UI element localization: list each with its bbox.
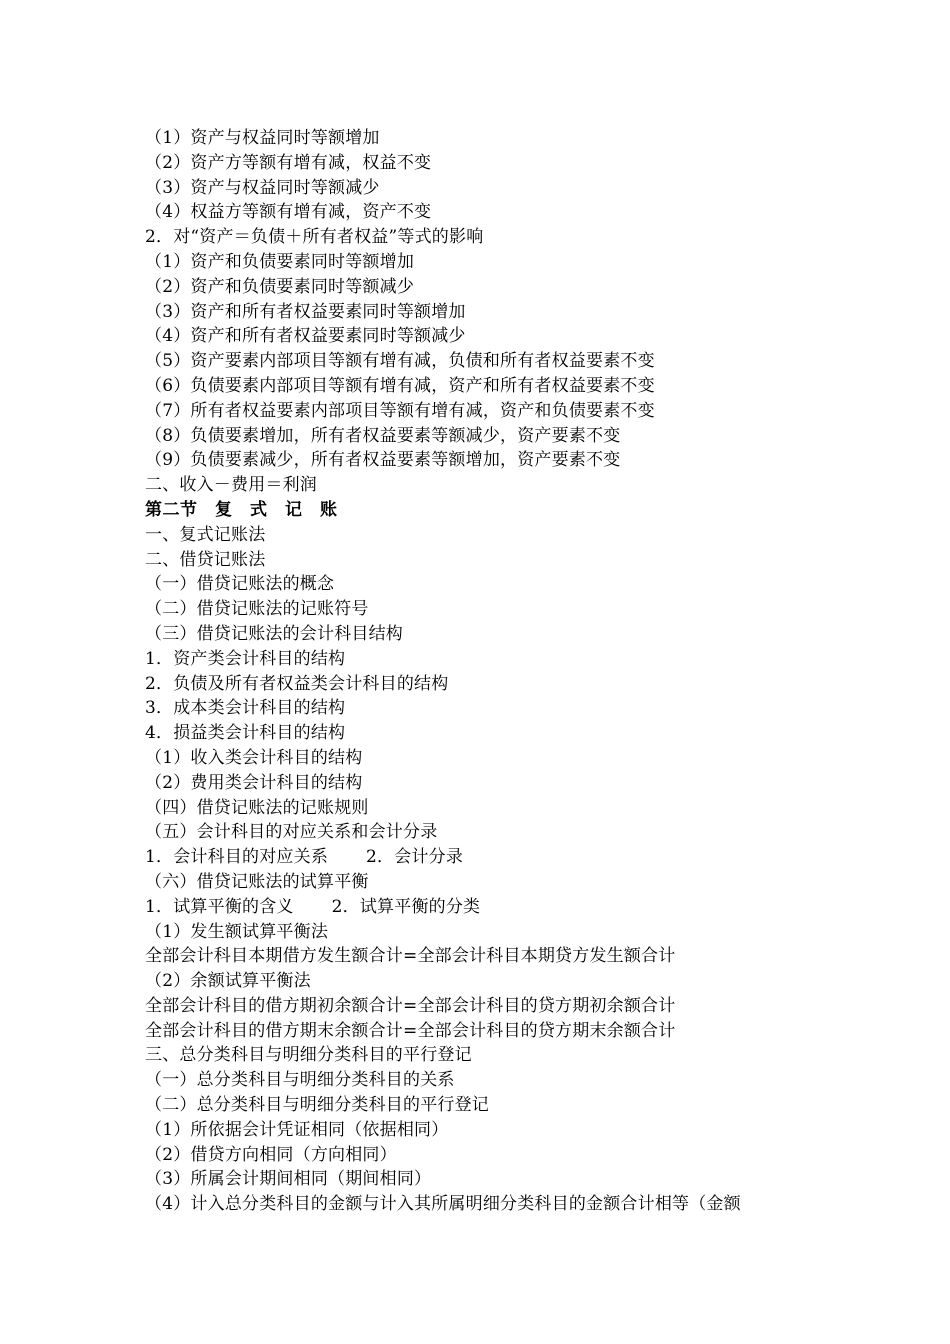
text-line: （4）资产和所有者权益要素同时等额减少 [145,326,466,347]
text-line: （2）借贷方向相同（方向相同） [145,1144,397,1165]
text-line-part: 1．试算平衡的含义 [145,896,294,917]
text-line: （一）借贷记账法的概念 [145,574,335,595]
text-line: （3）资产和所有者权益要素同时等额增加 [145,301,466,322]
text-line: 一、复式记账法 [145,524,266,545]
text-line: （五）会计科目的对应关系和会计分录 [145,822,438,843]
text-line: 全部会计科目的借方期末余额合计=全部会计科目的贷方期末余额合计 [145,1020,676,1041]
text-line: 3．成本类会计科目的结构 [145,698,346,719]
text-line: （2）余额试算平衡法 [145,971,311,992]
text-line: （8）负债要素增加，所有者权益要素等额减少，资产要素不变 [145,425,621,446]
text-line: 二、收入－费用＝利润 [145,475,317,496]
text-line: 2．对“资产＝负债＋所有者权益”等式的影响 [145,227,484,248]
text-line: （7）所有者权益要素内部项目等额有增有减，资产和负债要素不变 [145,400,655,421]
text-line: （1）发生额试算平衡法 [145,921,329,942]
text-line: （四）借贷记账法的记账规则 [145,797,369,818]
text-line: （1）收入类会计科目的结构 [145,747,363,768]
text-line: （4）计入总分类科目的金额与计入其所属明细分类科目的金额合计相等（金额 [145,1194,741,1215]
text-line: （2）资产和负债要素同时等额减少 [145,276,415,297]
text-line: （1）所依据会计凭证相同（依据相同） [145,1119,449,1140]
document-body [145,126,825,1217]
text-line-part: 1．会计科目的对应关系 [145,847,329,868]
text-line: 三、总分类科目与明细分类科目的平行登记 [145,1045,472,1066]
text-line: （三）借贷记账法的会计科目结构 [145,623,403,644]
text-line: （5）资产要素内部项目等额有增有减，负债和所有者权益要素不变 [145,351,655,372]
text-line: 全部会计科目的借方期初余额合计=全部会计科目的贷方期初余额合计 [145,995,676,1016]
text-line: 二、借贷记账法 [145,549,266,570]
text-line: （3）资产与权益同时等额减少 [145,177,380,198]
text-line: （一）总分类科目与明细分类科目的关系 [145,1070,455,1091]
text-line: （二）借贷记账法的记账符号 [145,599,369,620]
text-line: 4．损益类会计科目的结构 [145,723,346,744]
text-line: （六）借贷记账法的试算平衡 [145,871,369,892]
text-line: 全部会计科目本期借方发生额合计=全部会计科目本期贷方发生额合计 [145,946,676,967]
text-line: 2．负债及所有者权益类会计科目的结构 [145,673,449,694]
text-line-part: 2．会计分录 [366,847,464,868]
text-line: （1）资产与权益同时等额增加 [145,128,380,148]
text-line [145,845,825,870]
text-line: （1）资产和负债要素同时等额增加 [145,251,415,272]
text-line: 1．资产类会计科目的结构 [145,648,346,669]
text-line [145,895,825,920]
text-line: （4）权益方等额有增有减，资产不变 [145,202,432,223]
text-line: （二）总分类科目与明细分类科目的平行登记 [145,1095,489,1116]
text-line: （9）负债要素减少，所有者权益要素等额增加，资产要素不变 [145,450,621,471]
text-line: （3）所属会计期间相同（期间相同） [145,1169,432,1190]
section-heading: 第二节 复 式 记 账 [145,499,338,520]
text-line: （6）负债要素内部项目等额有增有减，资产和所有者权益要素不变 [145,375,655,396]
text-line: （2）费用类会计科目的结构 [145,772,363,793]
text-line-part: 2．试算平衡的分类 [331,896,481,917]
text-line: （2）资产方等额有增有减，权益不变 [145,152,432,173]
